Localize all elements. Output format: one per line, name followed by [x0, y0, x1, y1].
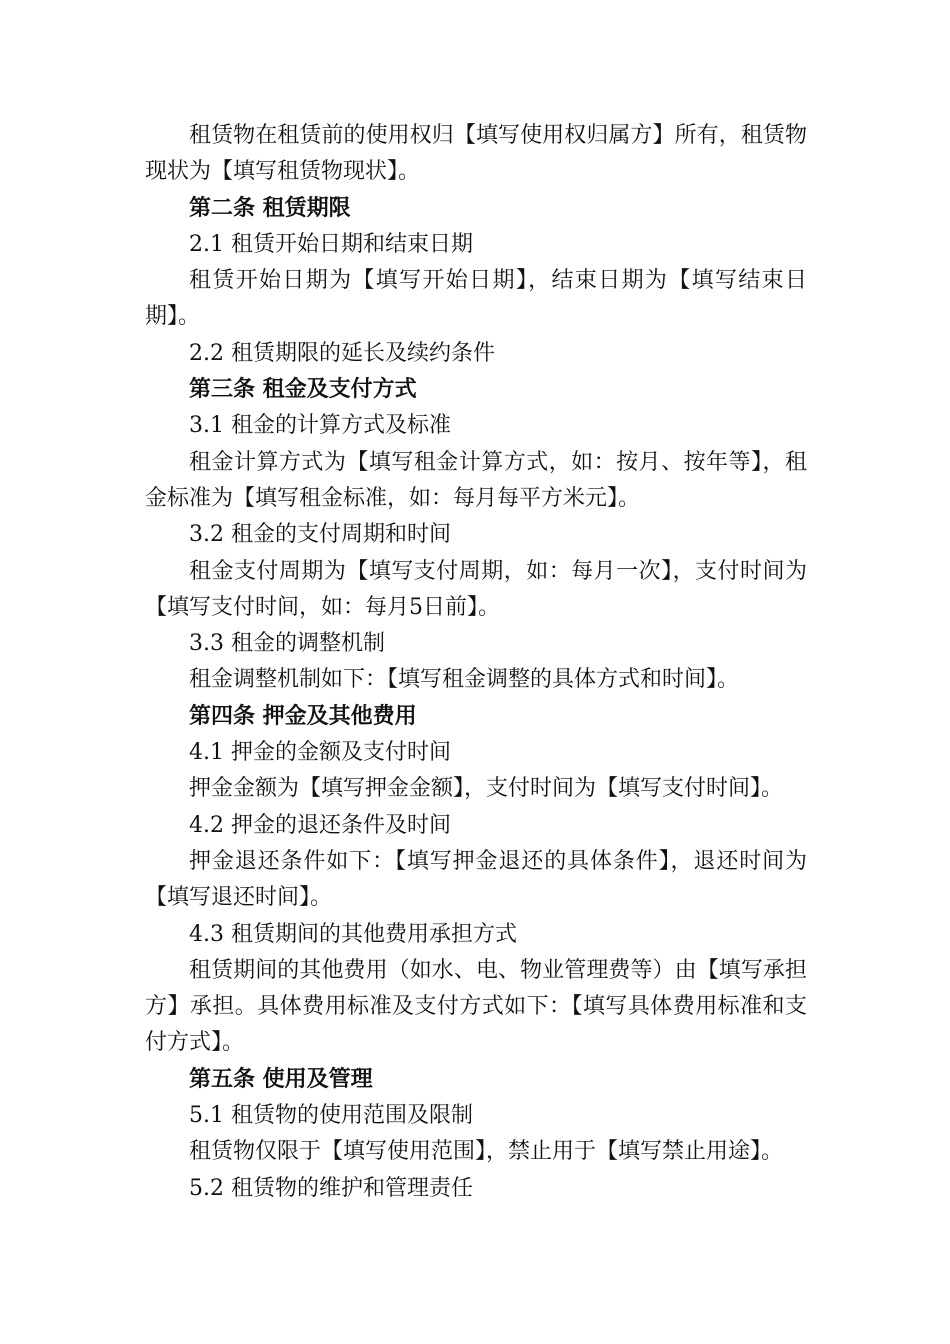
subsection-title: 4.3 租赁期间的其他费用承担方式: [189, 921, 517, 947]
section-heading: 第三条 租金及支付方式: [189, 377, 417, 403]
paragraph-text: 租赁期间的其他费用（如水、电、物业管理费等）由【填写承担方】承担。具体费用标准及支付方式如下：【填写具体费用标准和支付方式】。: [145, 957, 807, 1056]
subsection-title: 4.2 押金的退还条件及时间: [189, 812, 451, 838]
section-heading: 第四条 押金及其他费用: [189, 703, 417, 729]
paragraph-text: 租赁物在租赁前的使用权归【填写使用权归属方】所有，租赁物现状为【填写租赁物现状】。: [145, 123, 807, 185]
paragraph-text: 租金计算方式为【填写租金计算方式，如：按月、按年等】，租金标准为【填写租金标准，如：每月每平方米元】。: [145, 449, 807, 511]
document-body: [145, 118, 807, 1207]
paragraph-text: 租金调整机制如下：【填写租金调整的具体方式和时间】。: [189, 667, 740, 693]
section-heading: 第二条 租赁期限: [189, 195, 351, 221]
subsection-title: 4.1 押金的金额及支付时间: [189, 740, 451, 766]
subsection-title: 5.1 租赁物的使用范围及限制: [189, 1103, 473, 1129]
paragraph-text: 押金金额为【填写押金金额】，支付时间为【填写支付时间】。: [189, 776, 784, 802]
subsection-title: 2.2 租赁期限的延长及续约条件: [189, 340, 495, 366]
subsection-title: 2.1 租赁开始日期和结束日期: [189, 231, 473, 257]
subsection-title: 3.1 租金的计算方式及标准: [189, 413, 451, 439]
section-heading: 第五条 使用及管理: [189, 1066, 373, 1092]
paragraph-text: 租金支付周期为【填写支付周期，如：每月一次】，支付时间为【填写支付时间，如：每月5日前】。: [145, 558, 807, 620]
subsection-title: 3.2 租金的支付周期和时间: [189, 522, 451, 548]
subsection-title: 5.2 租赁物的维护和管理责任: [189, 1175, 473, 1201]
paragraph-text: 租赁开始日期为【填写开始日期】，结束日期为【填写结束日期】。: [145, 268, 807, 330]
subsection-title: 3.3 租金的调整机制: [189, 631, 385, 657]
paragraph-text: 押金退还条件如下：【填写押金退还的具体条件】，退还时间为【填写退还时间】。: [145, 848, 807, 911]
paragraph-text: 租赁物仅限于【填写使用范围】，禁止用于【填写禁止用途】。: [189, 1139, 784, 1165]
